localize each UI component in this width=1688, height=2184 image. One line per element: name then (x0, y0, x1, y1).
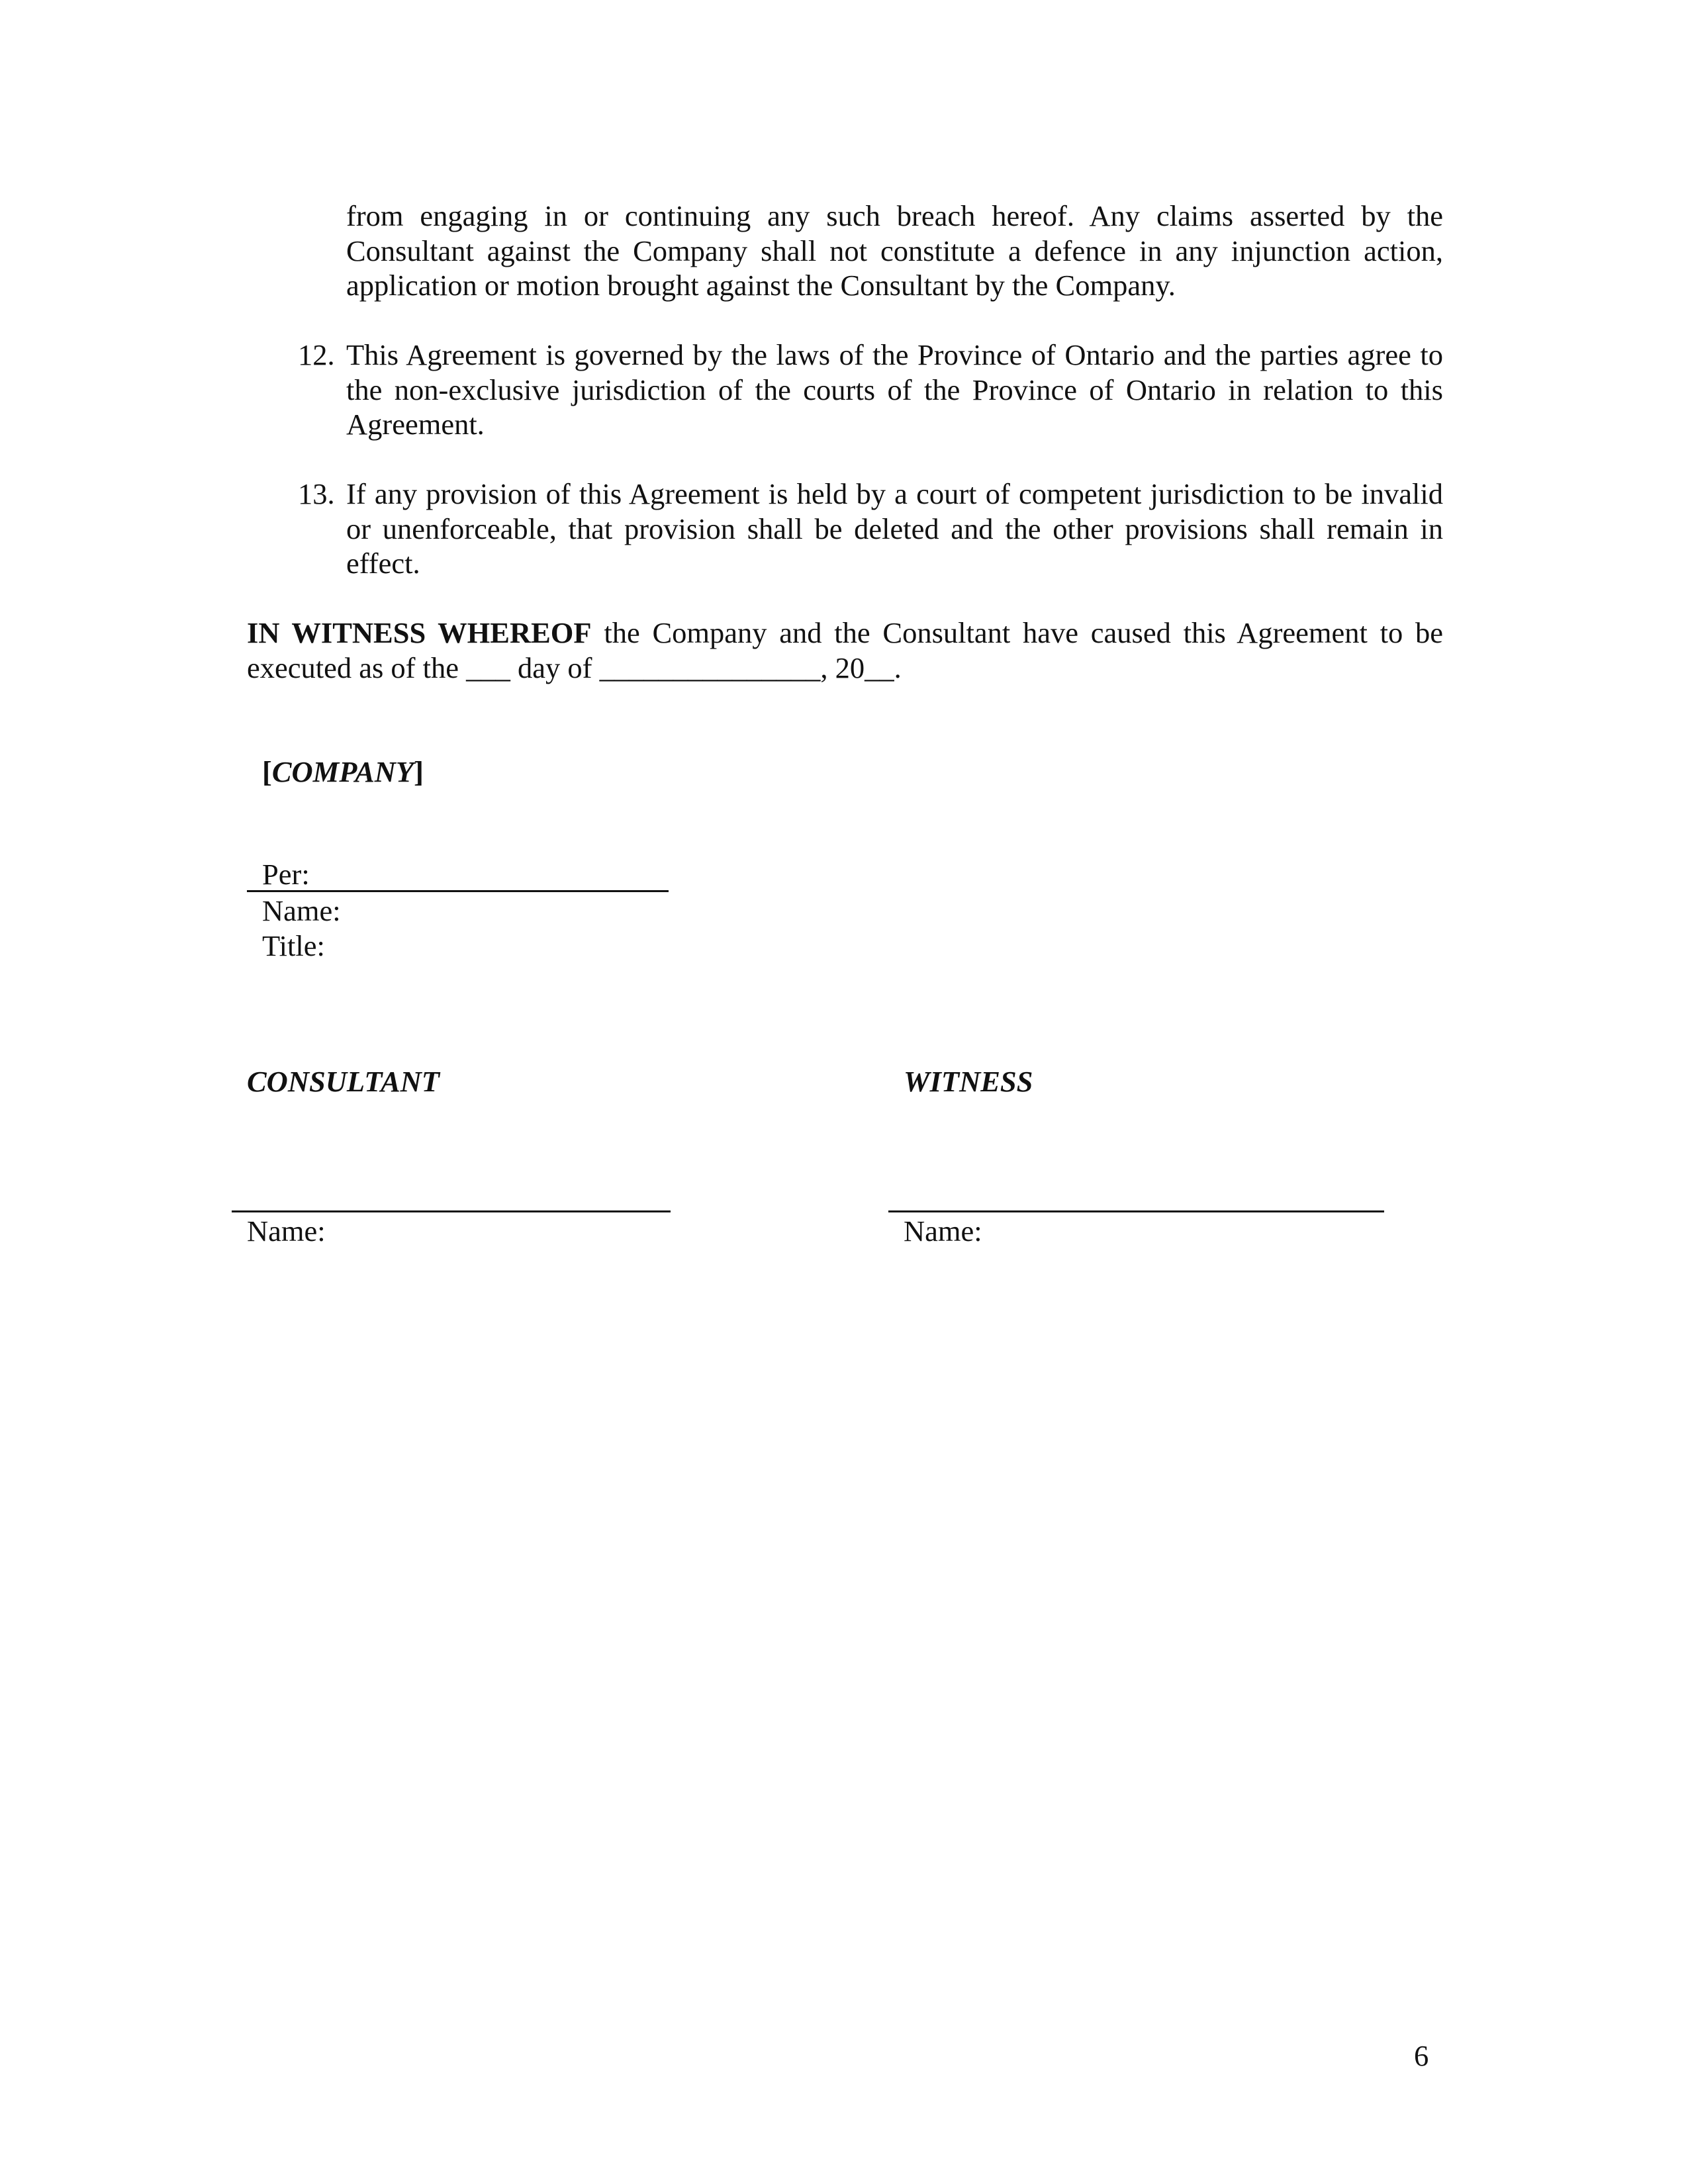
clause-13-number: 13. (298, 477, 335, 510)
witness-clause (247, 615, 1443, 685)
consultant-heading: CONSULTANT (247, 1065, 440, 1098)
clause-12-text: This Agreement is governed by the laws of the Province of Ontario and the parties agree to the non-exclusive jurisdiction of the courts of the Province of Ontario in relation to this Agreement. (346, 338, 1443, 441)
clause-13-text: If any provision of this Agreement is held by a court of competent jurisdiction to be invalid or unenforceable, that provision shall be deleted and the other provisions shall remain in effect. (346, 477, 1443, 580)
company-open-bracket: [ (262, 755, 272, 788)
company-close-bracket: ] (414, 755, 424, 788)
company-heading (262, 754, 424, 790)
witness-heading: WITNESS (904, 1065, 1033, 1098)
company-name-label: Name: (262, 894, 341, 927)
witness-name-label: Name: (904, 1214, 982, 1248)
witness-clause-lead: IN WITNESS WHEREOF (247, 616, 592, 649)
clause-11-continuation: from engaging in or continuing any such breach hereof. Any claims asserted by the Consultant against the Company shall not constitute a defence in any injunction action, application or motion brought against the Consultant by the Company. (346, 199, 1443, 302)
company-title-label: Title: (262, 929, 325, 962)
consultant-signature-line[interactable] (232, 1210, 671, 1212)
page-number: 6 (1414, 2039, 1429, 2072)
clause-12-number: 12. (298, 338, 335, 371)
consultant-name-label: Name: (247, 1214, 326, 1248)
witness-signature-line[interactable] (888, 1210, 1384, 1212)
company-per-label: Per: (262, 858, 310, 891)
witness-clause-text: the Company and the Consultant have caused this Agreement to be executed as of the ___ day of _______________, 20__. (247, 616, 1443, 684)
company-signature-line[interactable] (247, 890, 669, 892)
company-name: COMPANY (271, 755, 414, 788)
